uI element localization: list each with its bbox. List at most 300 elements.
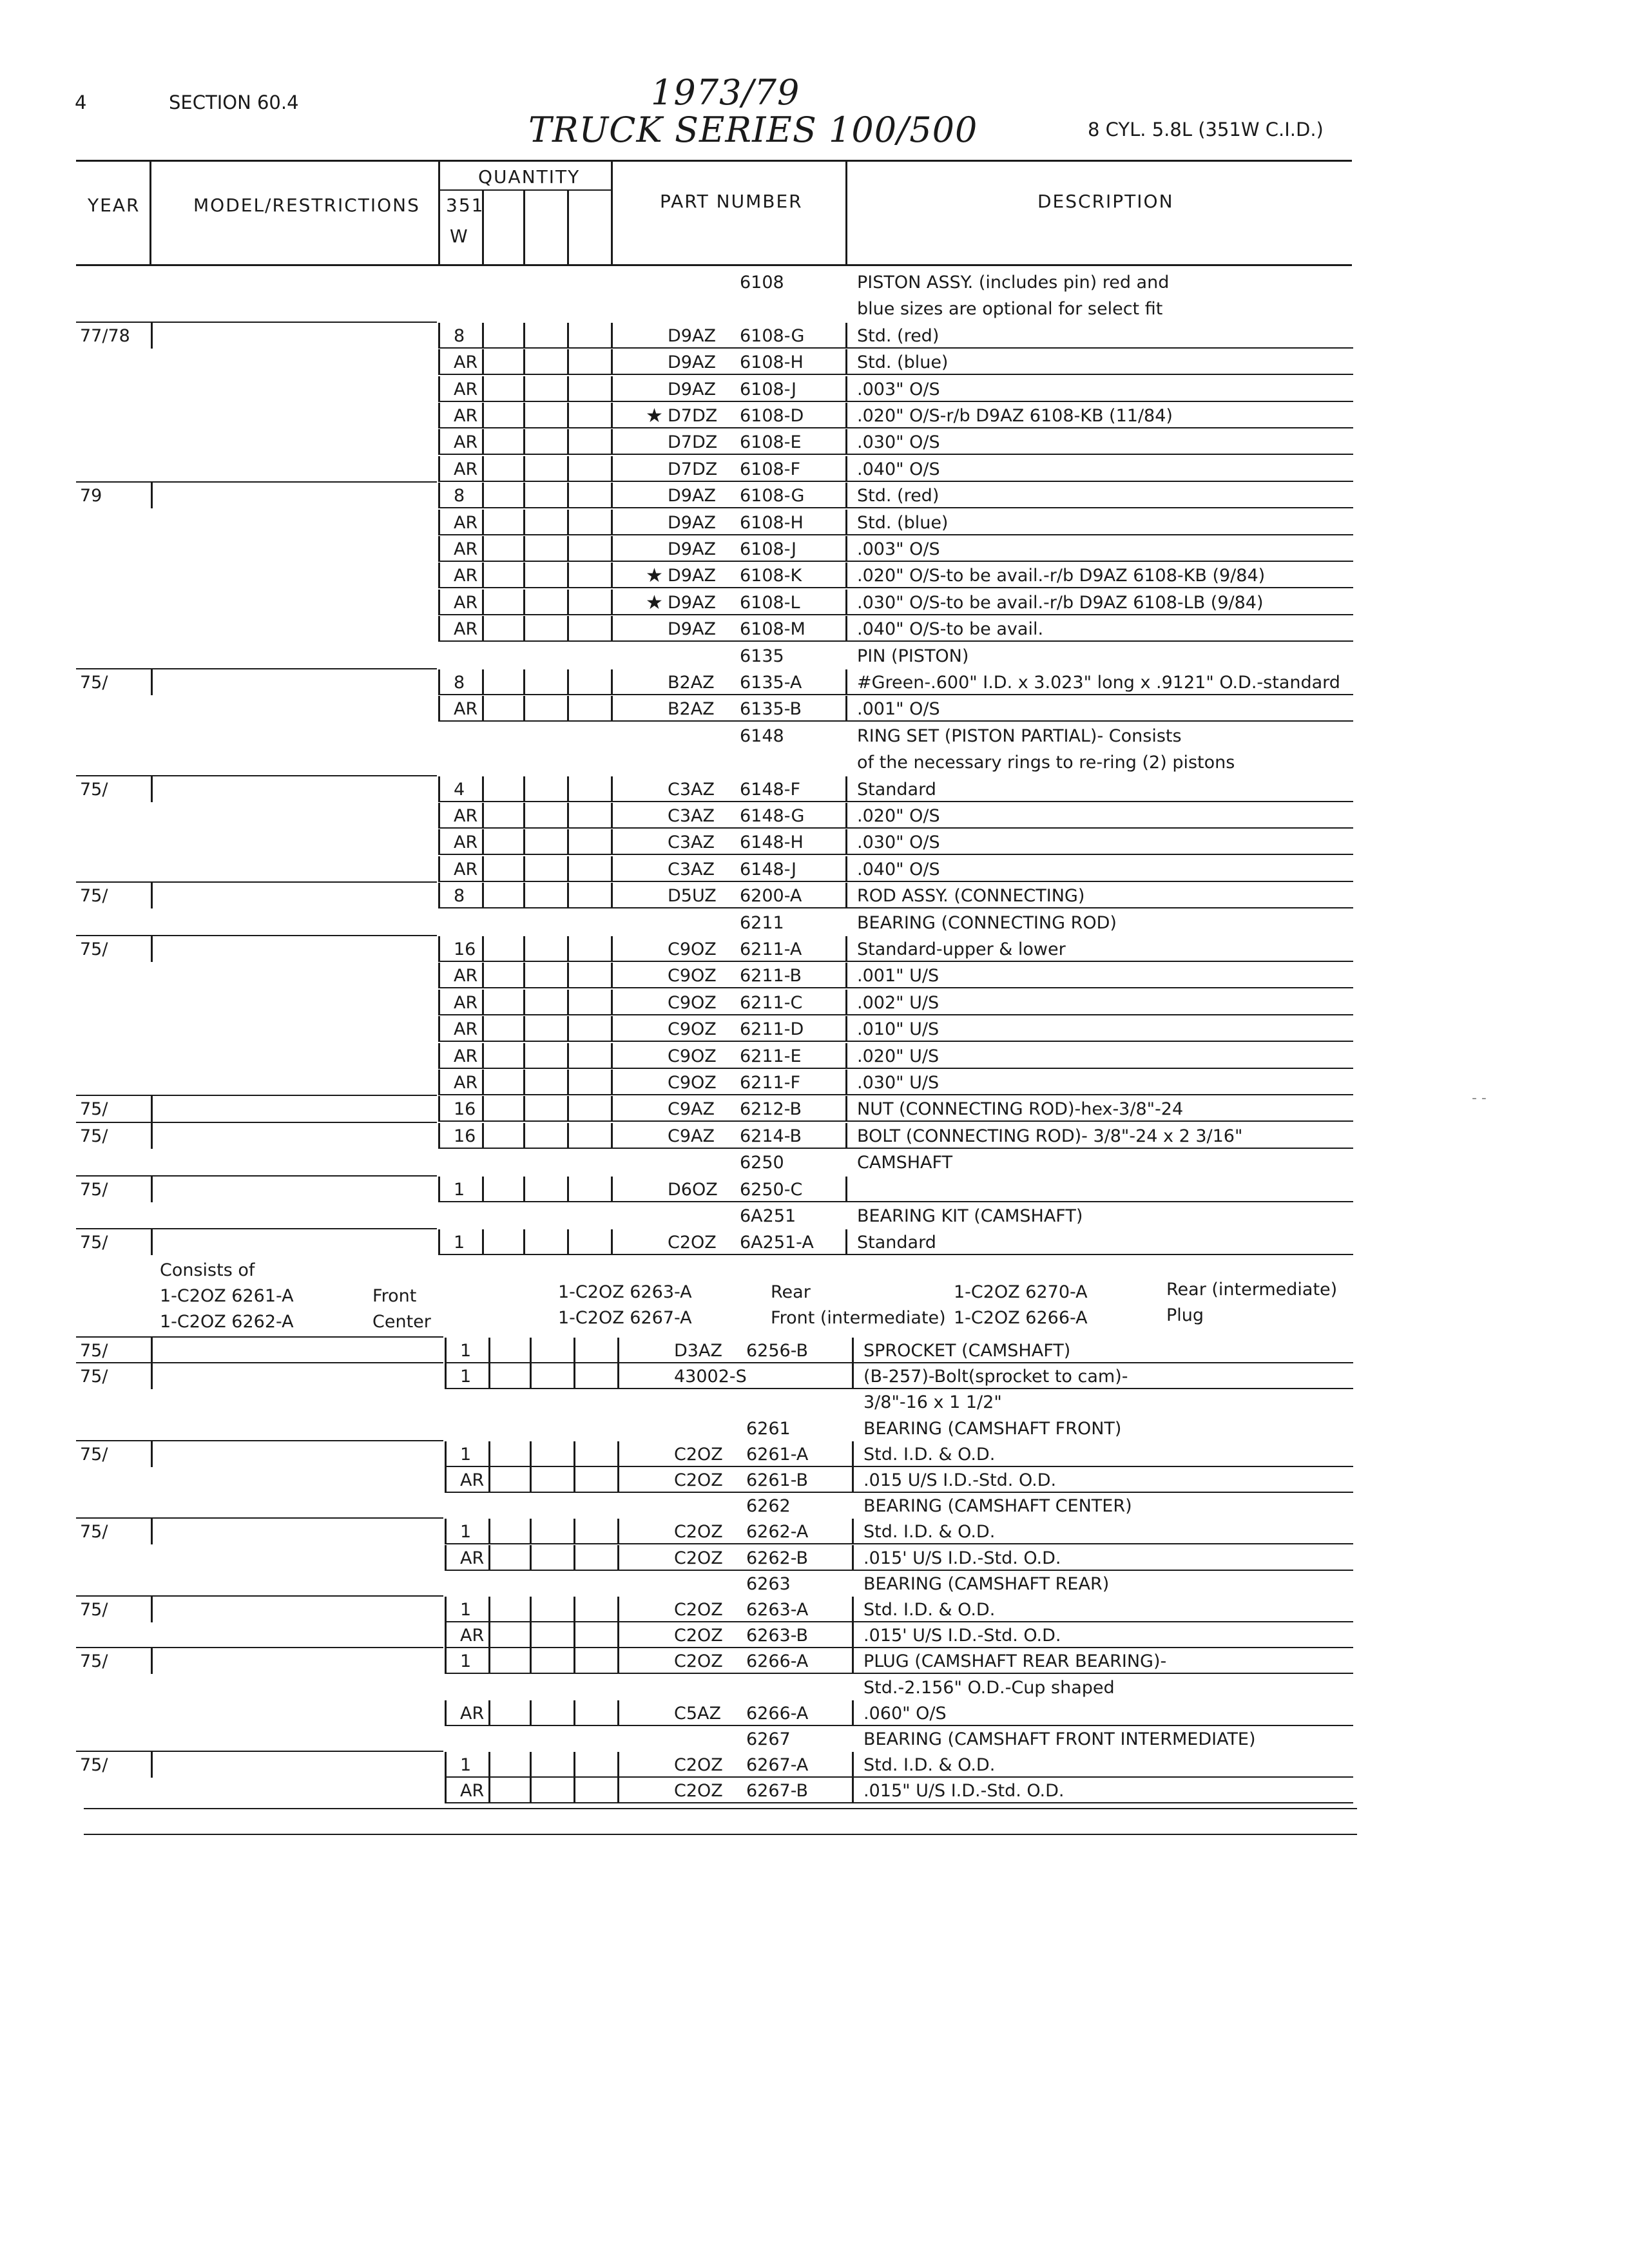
cell-divider [438, 403, 440, 428]
table-row [0, 1441, 1629, 1468]
table-row [0, 456, 1629, 483]
table-row [0, 1675, 1629, 1701]
cell-divider [523, 562, 525, 588]
year-cell: 75/ [80, 1522, 108, 1542]
qty-cell: AR [460, 1470, 485, 1490]
qty-cell: 4 [454, 779, 465, 800]
part-number-cell: 6261-A [746, 1444, 809, 1465]
cell-divider [438, 1016, 440, 1042]
part-prefix-cell: C9OZ [668, 1019, 717, 1040]
cell-divider [845, 376, 847, 402]
qty-cell: 1 [460, 1367, 472, 1387]
table-row [0, 1467, 1629, 1494]
cell-divider [445, 1545, 447, 1571]
cell-divider [523, 456, 525, 482]
table-row [0, 323, 1629, 349]
table-row [0, 883, 1629, 909]
cell-divider [611, 829, 613, 855]
year-divider [151, 883, 153, 908]
cell-divider [567, 1096, 569, 1122]
part-number-cell: 6200-A [740, 886, 802, 907]
description-cell: .020" O/S-to be avail.-r/b D9AZ 6108-KB (9/84) [857, 566, 1266, 586]
part-number-cell: 6263 [746, 1573, 791, 1594]
qty-cell: 1 [460, 1522, 472, 1542]
cell-divider [482, 803, 484, 829]
cell-divider [488, 1597, 490, 1622]
part-prefix-cell: D9AZ [668, 486, 716, 506]
col-part-number: PART NUMBER [660, 191, 803, 212]
cell-divider [482, 1123, 484, 1149]
consists-item: 1-C2OZ 6267-A [558, 1308, 692, 1328]
qty-cell: AR [454, 1046, 478, 1066]
year-divider [151, 1519, 153, 1544]
year-cell: 75/ [80, 1755, 108, 1776]
year-cell: 77/78 [80, 325, 130, 346]
cell-divider [617, 1441, 619, 1467]
part-prefix-cell: D7DZ [668, 432, 718, 453]
table-row [0, 1149, 1629, 1176]
consists-item-note: Center [372, 1312, 431, 1332]
part-number-cell: 6211-F [740, 1073, 800, 1093]
cell-divider [567, 829, 569, 855]
description-cell: BOLT (CONNECTING ROD)- 3/8"-24 x 2 3/16" [857, 1126, 1243, 1146]
cell-divider [567, 936, 569, 962]
cell-divider [845, 1016, 847, 1042]
cell-divider [523, 1229, 525, 1255]
part-prefix-cell: D7DZ [668, 459, 718, 479]
cell-divider [523, 669, 525, 695]
qty-cell: 16 [454, 939, 476, 959]
year-rule [76, 1595, 443, 1597]
qty-cell: AR [454, 432, 478, 453]
cell-divider [445, 1648, 447, 1674]
description-cell: PISTON ASSY. (includes pin) red and [857, 273, 1170, 293]
cell-divider [438, 1096, 440, 1122]
qty-cell: 8 [454, 486, 465, 506]
col-quantity: QUANTITY [478, 166, 581, 187]
qty-cell: 16 [454, 1126, 476, 1146]
description-cell: NUT (CONNECTING ROD)-hex-3/8"-24 [857, 1099, 1184, 1120]
footer-rule [84, 1834, 1357, 1835]
cell-divider [617, 1467, 619, 1493]
consists-item: 1-C2OZ 6270-A [954, 1282, 1088, 1302]
year-cell: 75/ [80, 1179, 108, 1200]
cell-divider [611, 349, 613, 375]
qty-cell: 1 [460, 1600, 472, 1620]
cell-divider [845, 536, 847, 562]
part-number-cell: 6108-J [740, 379, 796, 399]
table-row [0, 1648, 1629, 1675]
cell-divider [488, 1752, 490, 1778]
table-row [0, 483, 1629, 509]
part-prefix-cell: C9OZ [668, 1073, 717, 1093]
table-row [0, 349, 1629, 376]
description-cell: .020" O/S-r/b D9AZ 6108-KB (11/84) [857, 406, 1173, 426]
year-rule [76, 668, 437, 669]
cell-divider [523, 536, 525, 562]
part-number-cell: 6108-G [740, 325, 805, 346]
cell-divider [482, 829, 484, 855]
cell-divider [611, 1070, 613, 1095]
cell-divider [523, 990, 525, 1015]
description-cell: .001" O/S [857, 699, 940, 720]
cell-divider [438, 883, 440, 908]
cell-divider [523, 483, 525, 508]
part-number-cell: 6211-A [740, 939, 802, 959]
cell-divider [611, 669, 613, 695]
star-marker-icon: ★ [646, 564, 663, 588]
cell-divider [482, 963, 484, 988]
table-row [0, 1416, 1629, 1442]
part-number-cell: 6250-C [740, 1179, 803, 1200]
consists-label: Consists of [160, 1260, 255, 1280]
part-number-cell: 6267-B [746, 1781, 809, 1802]
cell-divider [482, 323, 484, 349]
qty-cell: AR [454, 406, 478, 426]
cell-divider [523, 696, 525, 722]
footer-rule [84, 1808, 1357, 1809]
table-row [0, 1070, 1629, 1096]
description-cell: .040" O/S [857, 459, 940, 479]
qty-cell: AR [454, 699, 478, 720]
table-row [0, 1229, 1629, 1256]
year-cell: 75/ [80, 939, 108, 959]
cell-divider [611, 456, 613, 482]
cell-divider [567, 883, 569, 908]
part-number-cell: 6262 [746, 1496, 791, 1517]
cell-divider [611, 616, 613, 642]
cell-divider [611, 1123, 613, 1149]
description-cell: .003" O/S [857, 539, 940, 559]
year-rule [76, 322, 437, 323]
row-rule [438, 561, 1353, 562]
cell-divider [567, 1177, 569, 1202]
table-row [0, 1493, 1629, 1519]
cell-divider [523, 856, 525, 882]
year-cell: 75/ [80, 1233, 108, 1253]
cell-divider [530, 1441, 532, 1467]
qty-cell: AR [454, 832, 478, 853]
cell-divider [438, 349, 440, 375]
cell-divider [438, 483, 440, 508]
cell-divider [617, 1338, 619, 1363]
description-cell: .030" U/S [857, 1073, 940, 1093]
description-cell: Standard [857, 779, 936, 800]
table-row [0, 803, 1629, 829]
cell-divider [438, 616, 440, 642]
cell-divider [845, 403, 847, 428]
description-cell: .010" U/S [857, 1019, 940, 1040]
part-prefix-cell: C2OZ [674, 1626, 723, 1646]
part-prefix-cell: C2OZ [674, 1522, 723, 1542]
part-number-cell: 6256-B [746, 1341, 809, 1361]
cell-divider [482, 936, 484, 962]
cell-divider [438, 963, 440, 988]
col-divider [611, 161, 613, 264]
part-number-cell: 6214-B [740, 1126, 802, 1146]
row-rule [438, 854, 1353, 855]
cell-divider [438, 1070, 440, 1095]
cell-divider [574, 1622, 575, 1648]
part-number-cell: 6261 [746, 1418, 791, 1439]
cell-divider [845, 349, 847, 375]
cell-divider [567, 1229, 569, 1255]
cell-divider [567, 696, 569, 722]
cell-divider [523, 590, 525, 615]
cell-divider [574, 1545, 575, 1571]
part-number-cell: 6108-D [740, 406, 804, 426]
cell-divider [611, 776, 613, 802]
qty-cell: AR [454, 619, 478, 640]
description-cell: .001" U/S [857, 966, 940, 986]
cell-divider [567, 376, 569, 402]
cell-divider [523, 883, 525, 908]
table-row [0, 963, 1629, 989]
part-prefix-cell: D9AZ [668, 539, 716, 559]
cell-divider [523, 403, 525, 428]
cell-divider [852, 1700, 854, 1726]
table-row [0, 590, 1629, 616]
cell-divider [852, 1363, 854, 1389]
row-rule [438, 1148, 1353, 1149]
part-number-cell: 6108-H [740, 512, 804, 533]
part-prefix-cell: D3AZ [674, 1341, 722, 1361]
cell-divider [845, 829, 847, 855]
part-prefix-cell: C2OZ [674, 1470, 723, 1490]
cell-divider [611, 590, 613, 615]
part-number-cell: 6263-A [746, 1600, 809, 1620]
part-prefix-cell: C9OZ [668, 992, 717, 1013]
part-prefix-cell: D9AZ [668, 512, 716, 533]
table-row [0, 1597, 1629, 1623]
table-row [0, 1338, 1629, 1364]
part-number-cell: 6148-G [740, 806, 805, 826]
cell-divider [482, 1016, 484, 1042]
year-divider [151, 1441, 153, 1467]
qty-cell: 1 [454, 1233, 465, 1253]
cell-divider [567, 323, 569, 349]
row-rule [438, 1094, 1353, 1095]
description-cell: SPROCKET (CAMSHAFT) [863, 1341, 1071, 1361]
section-label: SECTION 60.4 [169, 91, 299, 113]
table-row [0, 536, 1629, 562]
year-cell: 79 [80, 486, 102, 506]
qty-cell: AR [454, 459, 478, 479]
table-row [0, 1571, 1629, 1597]
cell-divider [617, 1597, 619, 1622]
row-rule [438, 481, 1353, 482]
col-divider [845, 161, 847, 264]
row-rule [438, 1014, 1353, 1015]
cell-divider [567, 776, 569, 802]
cell-divider [482, 1096, 484, 1122]
year-divider [151, 1177, 153, 1202]
table-row [0, 990, 1629, 1016]
cell-divider [611, 1016, 613, 1042]
cell-divider [482, 536, 484, 562]
cell-divider [845, 616, 847, 642]
description-cell: RING SET (PISTON PARTIAL)- Consists [857, 726, 1182, 746]
cell-divider [438, 1177, 440, 1202]
qty-cell: 16 [454, 1099, 476, 1120]
cell-divider [567, 590, 569, 615]
cell-divider [611, 936, 613, 962]
cell-divider [482, 1043, 484, 1069]
col-year: YEAR [88, 195, 140, 216]
year-cell: 75/ [80, 1444, 108, 1465]
table-row [0, 1203, 1629, 1229]
part-prefix-cell: D9AZ [668, 619, 716, 640]
cell-divider [488, 1519, 490, 1544]
star-marker-icon: ★ [646, 405, 663, 427]
cell-divider [567, 349, 569, 375]
qty-cell: AR [460, 1703, 485, 1724]
cell-divider [523, 803, 525, 829]
cell-divider [523, 376, 525, 402]
cell-divider [574, 1648, 575, 1674]
description-cell: Std. (blue) [857, 512, 949, 533]
description-cell: (B-257)-Bolt(sprocket to cam)- [863, 1367, 1128, 1387]
cell-divider [438, 376, 440, 402]
cell-divider [488, 1622, 490, 1648]
cell-divider [438, 696, 440, 722]
part-number-cell: 6A251 [740, 1206, 796, 1226]
header-bottom-rule [76, 264, 1352, 266]
cell-divider [482, 376, 484, 402]
cell-divider [567, 669, 569, 695]
description-cell: of the necessary rings to re-ring (2) pistons [857, 753, 1235, 773]
cell-divider [445, 1597, 447, 1622]
cell-divider [438, 829, 440, 855]
part-prefix-cell: D5UZ [668, 886, 717, 907]
cell-divider [523, 776, 525, 802]
table-row [0, 749, 1629, 776]
part-number-cell: 6108-K [740, 566, 802, 586]
cell-divider [523, 963, 525, 988]
row-rule [438, 1041, 1353, 1042]
cell-divider [482, 403, 484, 428]
description-cell: BEARING (CAMSHAFT CENTER) [863, 1496, 1132, 1517]
cell-divider [845, 963, 847, 988]
part-prefix-cell: D9AZ [668, 325, 716, 346]
cell-divider [567, 963, 569, 988]
cell-divider [845, 883, 847, 908]
table-row [0, 376, 1629, 403]
description-cell: blue sizes are optional for select fit [857, 299, 1163, 320]
cell-divider [611, 376, 613, 402]
year-divider [151, 936, 153, 962]
cell-divider [567, 429, 569, 455]
row-rule [438, 640, 1353, 642]
cell-divider [482, 1229, 484, 1255]
part-number-cell: 6148-F [740, 779, 800, 800]
cell-divider [445, 1622, 447, 1648]
year-rule [76, 1362, 443, 1363]
cell-divider [611, 1229, 613, 1255]
cell-divider [482, 616, 484, 642]
star-marker-icon: ★ [646, 591, 663, 614]
qty-cell: AR [454, 539, 478, 559]
cell-divider [438, 669, 440, 695]
cell-divider [617, 1622, 619, 1648]
part-number-cell: 6212-B [740, 1099, 802, 1120]
qty-cell: AR [460, 1781, 485, 1802]
cell-divider [482, 669, 484, 695]
part-number-cell: 6266-A [746, 1703, 809, 1724]
cell-divider [438, 323, 440, 349]
row-rule [445, 1802, 1353, 1803]
cell-divider [611, 1043, 613, 1069]
cell-divider [617, 1545, 619, 1571]
table-row [0, 776, 1629, 803]
header-top-rule [76, 160, 1352, 162]
cell-divider [845, 510, 847, 535]
year-rule [76, 1228, 437, 1229]
part-number-cell: 6211 [740, 912, 784, 933]
consists-item-note: Front [372, 1286, 417, 1306]
cell-divider [482, 456, 484, 482]
table-row [0, 296, 1629, 322]
part-number-cell: 6148 [740, 726, 784, 746]
cell-divider [482, 562, 484, 588]
cell-divider [845, 856, 847, 882]
cell-divider [530, 1700, 532, 1726]
qty-cell: 8 [454, 325, 465, 346]
cell-divider [523, 1070, 525, 1095]
consists-item: 1-C2OZ 6263-A [558, 1282, 692, 1302]
cell-divider [523, 1096, 525, 1122]
description-cell: Std. (red) [857, 325, 940, 346]
cell-divider [617, 1519, 619, 1544]
cell-divider [845, 1043, 847, 1069]
cell-divider [852, 1597, 854, 1622]
engine-label: 8 CYL. 5.8L (351W C.I.D.) [1088, 119, 1324, 140]
cell-divider [845, 1229, 847, 1255]
table-row [0, 1123, 1629, 1149]
part-prefix-cell: D9AZ [668, 379, 716, 399]
cell-divider [567, 483, 569, 508]
table-row [0, 1519, 1629, 1545]
table-row [0, 1778, 1629, 1804]
cell-divider [523, 829, 525, 855]
row-rule [438, 694, 1353, 695]
cell-divider [482, 776, 484, 802]
cell-divider [530, 1648, 532, 1674]
qty-cell: 8 [454, 673, 465, 693]
part-number-cell: 6261-B [746, 1470, 809, 1490]
cell-divider [482, 429, 484, 455]
cell-divider [530, 1752, 532, 1778]
cell-divider [488, 1700, 490, 1726]
row-rule [438, 587, 1353, 588]
cell-divider [445, 1441, 447, 1467]
cell-divider [845, 1177, 847, 1202]
qty-cell: AR [454, 806, 478, 826]
description-cell: CAMSHAFT [857, 1153, 953, 1173]
year-cell: 75/ [80, 1600, 108, 1620]
cell-divider [567, 403, 569, 428]
year-divider [151, 483, 153, 508]
part-number-cell: 6148-J [740, 859, 796, 879]
cell-divider [530, 1363, 532, 1389]
description-cell: BEARING (CAMSHAFT FRONT) [863, 1418, 1122, 1439]
cell-divider [845, 483, 847, 508]
row-rule [438, 401, 1353, 402]
cell-divider [845, 456, 847, 482]
cell-divider [845, 696, 847, 722]
cell-divider [845, 1123, 847, 1149]
row-rule [438, 427, 1353, 428]
